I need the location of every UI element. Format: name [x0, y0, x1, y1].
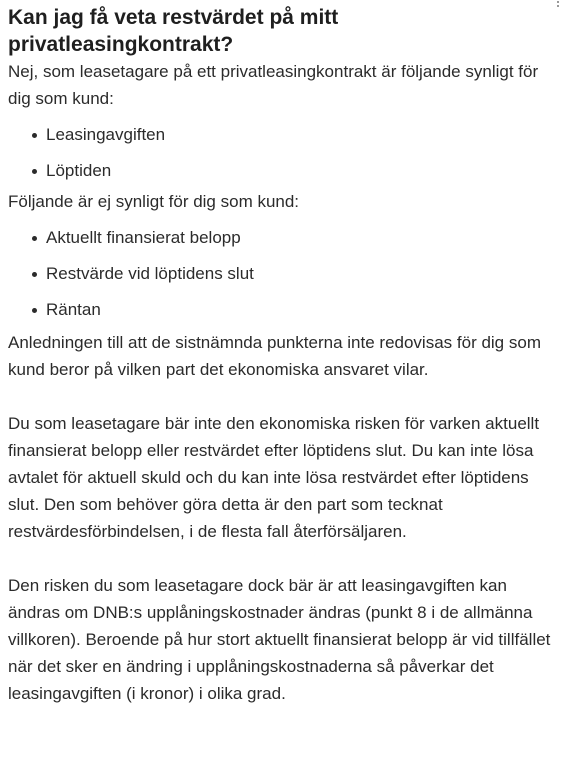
list-item: Restvärde vid löptidens slut — [8, 260, 556, 287]
visible-intro: Nej, som leasetagare på ett privatleasingkontrakt är följande synligt för dig som kund: — [8, 62, 539, 108]
scroll-indicator-icon[interactable] — [556, 0, 560, 10]
bullet-icon — [32, 133, 37, 138]
visible-items-list — [8, 121, 556, 184]
list-item: Aktuellt finansierat belopp — [8, 224, 556, 251]
hidden-intro: Följande är ej synligt för dig som kund: — [8, 192, 300, 211]
bullet-icon — [32, 308, 37, 313]
list-item: Löptiden — [8, 157, 556, 184]
list-item: Leasingavgiften — [8, 121, 556, 148]
bullet-icon — [32, 236, 37, 241]
hidden-items-list — [8, 224, 556, 323]
article-title: Kan jag få veta restvärdet på mitt privatleasingkontrakt? — [8, 6, 339, 56]
paragraph-reason: Anledningen till att de sistnämnda punkterna inte redovisas för dig som kund beror på vilken part det ekonomiska ansvaret vilar. — [8, 333, 541, 379]
faq-article — [8, 4, 556, 707]
bullet-icon — [32, 272, 37, 277]
paragraph-risk: Du som leasetagare bär inte den ekonomiska risken för varken aktuellt finansierat belopp eller restvärdet efter löptidens slut. Du kan inte lösa avtalet för aktuell skuld och du kan inte lösa restvärdet efter löptidens slut. Den som behöver göra detta är den part som tecknat restvärdesförbindelsen, i de flesta fall återförsäljaren. — [8, 414, 540, 541]
bullet-icon — [32, 169, 37, 174]
list-item: Räntan — [8, 296, 556, 323]
paragraph-fee-change: Den risken du som leasetagare dock bär är att leasingavgiften kan ändras om DNB:s upplåningskostnader ändras (punkt 8 i de allmänna villkoren). Beroende på hur stort aktuellt finansierat belopp är vid tillfället när det sker en ändring i upplåningskostnaderna så påverkar det leasingavgiften (i kronor) i olika grad. — [8, 576, 551, 703]
